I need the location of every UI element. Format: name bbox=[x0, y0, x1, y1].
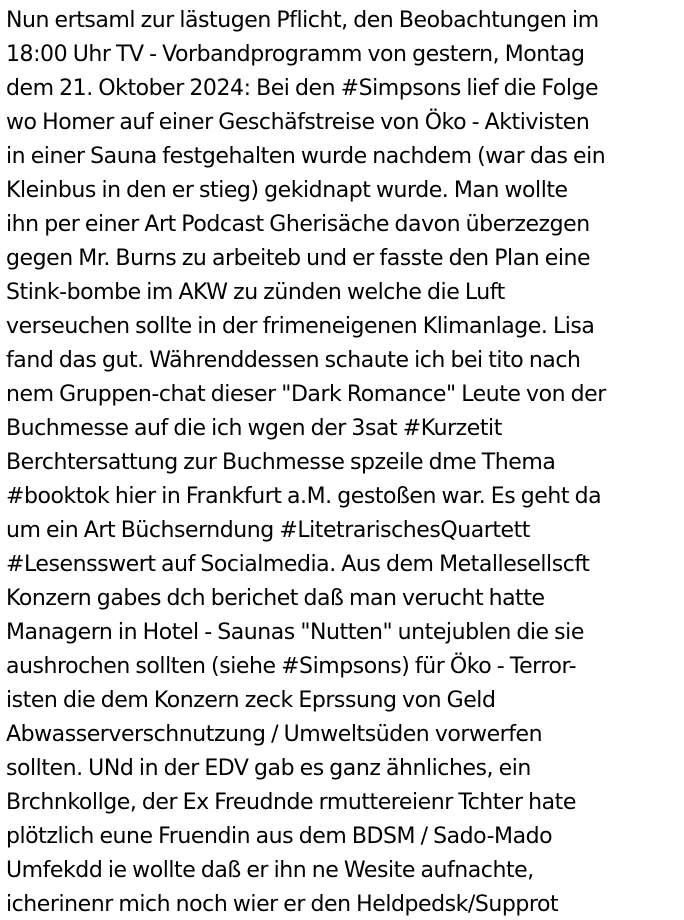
text-line: Brchnkollge, der Ex Freudnde rmuttereienr Tchter hate bbox=[6, 790, 576, 815]
text-line: #Lesensswert auf Socialmedia. Aus dem Metallesellscft bbox=[6, 552, 590, 577]
text-line: Berchtersattung zur Buchmesse spzeile dme Thema bbox=[6, 450, 556, 475]
text-line: isten die dem Konzern zeck Eprssung von Geld bbox=[6, 688, 496, 713]
text-line: in einer Sauna festgehalten wurde nachdem (war das ein bbox=[6, 144, 606, 169]
text-line: Managern in Hotel - Saunas "Nutten" untejublen die sie bbox=[6, 620, 584, 645]
text-line: #booktok hier in Frankfurt a.M. gestoßen war. Es geht da bbox=[6, 484, 602, 509]
text-line: Konzern gabes dch berichet daß man verucht hatte bbox=[6, 586, 545, 611]
text-line: verseuchen sollte in der frimeneigenen Klimanlage. Lisa bbox=[6, 314, 595, 339]
text-line: wo Homer auf einer Geschäfstreise von Öko - Aktivisten bbox=[6, 110, 590, 135]
text-line: nem Gruppen-chat dieser "Dark Romance" Leute von der bbox=[6, 382, 606, 407]
text-line: Nun ertsaml zur lästugen Pflicht, den Beobachtungen im bbox=[6, 8, 599, 33]
text-line: aushrochen sollten (siehe #Simpsons) für Öko - Terror- bbox=[6, 654, 577, 679]
text-line: Stink-bombe im AKW zu zünden welche die Luft bbox=[6, 280, 505, 305]
text-line: ihn per einer Art Podcast Gherisäche davon überzezgen bbox=[6, 212, 590, 237]
text-line: 18:00 Uhr TV - Vorbandprogramm von gestern, Montag bbox=[6, 42, 585, 67]
text-line: Umfekdd ie wollte daß er ihn ne Wesite aufnachte, bbox=[6, 858, 534, 883]
document-page bbox=[6, 4, 682, 918]
text-line: icherinenr mich noch wier er den Heldpedsk/Supprot bbox=[6, 892, 559, 917]
text-line: Buchmesse auf die ich wgen der 3sat #Kurzetit bbox=[6, 416, 502, 441]
text-line: Abwasserverschnutzung / Umweltsüden vorwerfen bbox=[6, 722, 543, 747]
text-line: Kleinbus in den er stieg) gekidnapt wurde. Man wollte bbox=[6, 178, 568, 203]
text-line: sollten. UNd in der EDV gab es ganz ähnliches, ein bbox=[6, 756, 531, 781]
text-line: um ein Art Büchserndung #LitetrarischesQuartett bbox=[6, 518, 530, 543]
text-line: dem 21. Oktober 2024: Bei den #Simpsons lief die Folge bbox=[6, 76, 599, 101]
text-line: fand das gut. Währenddessen schaute ich bei tito nach bbox=[6, 348, 581, 373]
text-line: plötzlich eune Fruendin aus dem BDSM / Sado-Mado bbox=[6, 824, 553, 849]
text-line: gegen Mr. Burns zu arbeiteb und er fasste den Plan eine bbox=[6, 246, 591, 271]
